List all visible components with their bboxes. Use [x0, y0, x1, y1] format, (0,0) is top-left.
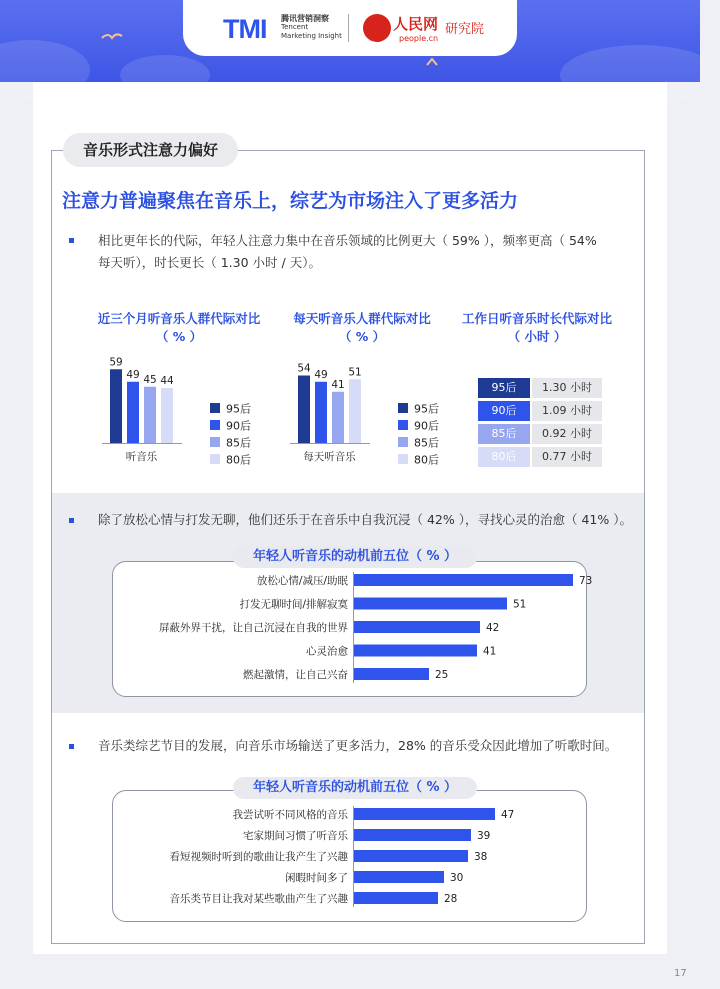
logo-tab — [183, 0, 517, 56]
chart1-category-label: 听音乐 — [125, 451, 158, 463]
chart-title-line: （ % ） — [155, 329, 203, 344]
chart4-value-label: 73 — [579, 575, 593, 587]
tmi-cn: 腾讯营销洞察 — [281, 14, 329, 23]
bullet-icon — [69, 744, 74, 749]
chart5-value-label: 39 — [477, 830, 491, 842]
chart2-bar — [298, 376, 310, 444]
table-group-cell: 95后 — [478, 378, 530, 398]
chart5-bar — [354, 829, 471, 841]
table-value-cell: 0.92 小时 — [532, 424, 602, 444]
table-row — [478, 401, 606, 421]
chart5-category-label: 宅家期间习惯了听音乐 — [243, 830, 348, 842]
chart2-legend-label: 90后 — [414, 419, 439, 433]
chart1-bar-chart — [100, 345, 265, 470]
paragraph-1 — [98, 230, 658, 274]
table-group-cell: 85后 — [478, 424, 530, 444]
chart2-value-label: 51 — [348, 366, 362, 379]
chart1-bar — [144, 387, 156, 443]
chart5-bar — [354, 892, 438, 904]
chart4-category-label: 屏蔽外界干扰，让自己沉浸在自我的世界 — [159, 622, 348, 634]
chart-title-line: （ % ） — [338, 329, 386, 344]
chart2-value-label: 49 — [314, 368, 328, 381]
bird-icon — [425, 55, 439, 69]
tmi-en: Tencent — [281, 23, 309, 31]
chart2-bar-chart — [288, 345, 448, 470]
chart1-value-label: 44 — [160, 375, 174, 387]
chart2-value-label: 54 — [297, 362, 311, 375]
chart4-category-label: 燃起激情，让自己兴奋 — [243, 669, 348, 681]
paragraph-3: 音乐类综艺节目的发展，向音乐市场输送了更多活力，28% 的音乐受众因此增加了听歌时间。 — [98, 738, 618, 753]
chart5-bar — [354, 808, 495, 820]
chart1-legend-swatch — [210, 420, 220, 430]
chart1-legend-label: 95后 — [226, 402, 251, 416]
chart2-bar — [349, 379, 361, 443]
chart3-title — [452, 310, 622, 346]
chart5-value-label: 38 — [474, 851, 488, 863]
chart5-value-label: 47 — [501, 809, 515, 821]
chart1-value-label: 45 — [143, 373, 157, 386]
chart4-value-label: 51 — [513, 598, 527, 611]
chart1-legend-swatch — [210, 454, 220, 464]
chart1-bar — [161, 388, 173, 443]
paragraph-line: 相比更年长的代际，年轻人注意力集中在音乐领域的比例更大（ 59% ），频率更高（ 54% — [98, 233, 597, 248]
chart4-bar — [354, 668, 429, 680]
chart2-title — [277, 310, 447, 346]
chart-title-line: （ 小时 ） — [507, 329, 567, 344]
table-value-cell: 1.30 小时 — [532, 378, 602, 398]
chart4-bar — [354, 621, 480, 633]
chart1-legend-swatch — [210, 403, 220, 413]
table-group-cell: 80后 — [478, 447, 530, 467]
chart2-legend-swatch — [398, 403, 408, 413]
chart1-legend-label: 80后 — [226, 453, 251, 467]
chart4-category-label: 心灵治愈 — [306, 645, 348, 658]
tmi-logo: TMI — [223, 14, 267, 44]
chart2-legend-label: 85后 — [414, 436, 439, 450]
chart1-title — [84, 310, 274, 346]
chart2-category-label: 每天听音乐 — [303, 451, 356, 463]
chart5-bar — [354, 871, 444, 883]
page-number: 17 — [674, 968, 687, 979]
chart4-value-label: 41 — [483, 645, 497, 658]
chart4-value-label: 25 — [435, 669, 449, 681]
paragraph-line: 每天听），时长更长（ 1.30 小时 / 天）。 — [98, 255, 321, 270]
page-headline: 注意力普遍聚焦在音乐上，综艺为市场注入了更多活力 — [62, 190, 519, 212]
table-row — [478, 378, 606, 398]
chart1-legend-swatch — [210, 437, 220, 447]
tmi-logo-text — [281, 14, 342, 41]
chart2-legend-label: 95后 — [414, 402, 439, 416]
chart1-bar — [110, 369, 122, 443]
chart2-legend-swatch — [398, 420, 408, 430]
chart4-bar — [354, 574, 573, 586]
chart1-bar — [127, 382, 139, 443]
people-institute: 研究院 — [445, 22, 485, 37]
people-logo-cn: 人民网 — [393, 15, 439, 33]
paragraph-2: 除了放松心情与打发无聊，他们还乐于在音乐中自我沉浸（ 42% ），寻找心灵的治愈（ 41% ）。 — [98, 512, 632, 527]
chart1-legend-label: 85后 — [226, 436, 251, 450]
bird-icon — [100, 30, 124, 46]
chart4-title: 年轻人听音乐的动机前五位（ % ） — [233, 546, 477, 568]
bullet-icon — [69, 518, 74, 523]
chart-title-line: 近三个月听音乐人群代际对比 — [97, 311, 261, 326]
people-logo-icon — [363, 14, 391, 42]
chart4-bar — [354, 598, 507, 610]
chart5-category-label: 音乐类节目让我对某些歌曲产生了兴趣 — [169, 893, 348, 905]
chart4-value-label: 42 — [486, 622, 500, 634]
chart2-legend-swatch — [398, 437, 408, 447]
table-value-cell: 1.09 小时 — [532, 401, 602, 421]
chart2-value-label: 41 — [331, 378, 345, 391]
chart5-hbar-chart — [113, 806, 583, 916]
chart-title-line: 工作日听音乐时长代际对比 — [461, 311, 612, 326]
table-row — [478, 424, 606, 444]
chart5-bar — [354, 850, 468, 862]
people-logo-url: people.cn — [399, 34, 439, 43]
chart1-value-label: 49 — [126, 368, 140, 381]
chart-title-line: 每天听音乐人群代际对比 — [293, 311, 431, 326]
chart5-category-label: 我尝试听不同风格的音乐 — [232, 809, 348, 821]
chart1-value-label: 59 — [109, 356, 123, 369]
chart4-category-label: 放松心情/减压/助眠 — [256, 575, 348, 587]
chart5-category-label: 看短视频时听到的歌曲让我产生了兴趣 — [169, 851, 348, 863]
chart5-value-label: 30 — [450, 872, 464, 884]
chart5-value-label: 28 — [444, 893, 458, 905]
chart2-bar — [332, 392, 344, 443]
chart3-duration-table — [478, 378, 606, 468]
bullet-icon — [69, 238, 74, 243]
table-group-cell: 90后 — [478, 401, 530, 421]
section-tab: 音乐形式注意力偏好 — [63, 133, 238, 167]
chart4-category-label: 打发无聊时间/排解寂寞 — [239, 598, 348, 611]
chart4-hbar-chart — [113, 572, 593, 690]
chart1-legend-label: 90后 — [226, 419, 251, 433]
chart2-legend-label: 80后 — [414, 453, 439, 467]
chart4-bar — [354, 645, 477, 657]
table-value-cell: 0.77 小时 — [532, 447, 602, 467]
table-row — [478, 447, 606, 467]
chart5-title: 年轻人听音乐的动机前五位（ % ） — [233, 777, 477, 799]
chart5-category-label: 闲暇时间多了 — [285, 872, 348, 884]
logo-divider — [348, 14, 349, 42]
chart2-legend-swatch — [398, 454, 408, 464]
tmi-en: Marketing Insight — [281, 32, 342, 40]
chart2-bar — [315, 382, 327, 443]
